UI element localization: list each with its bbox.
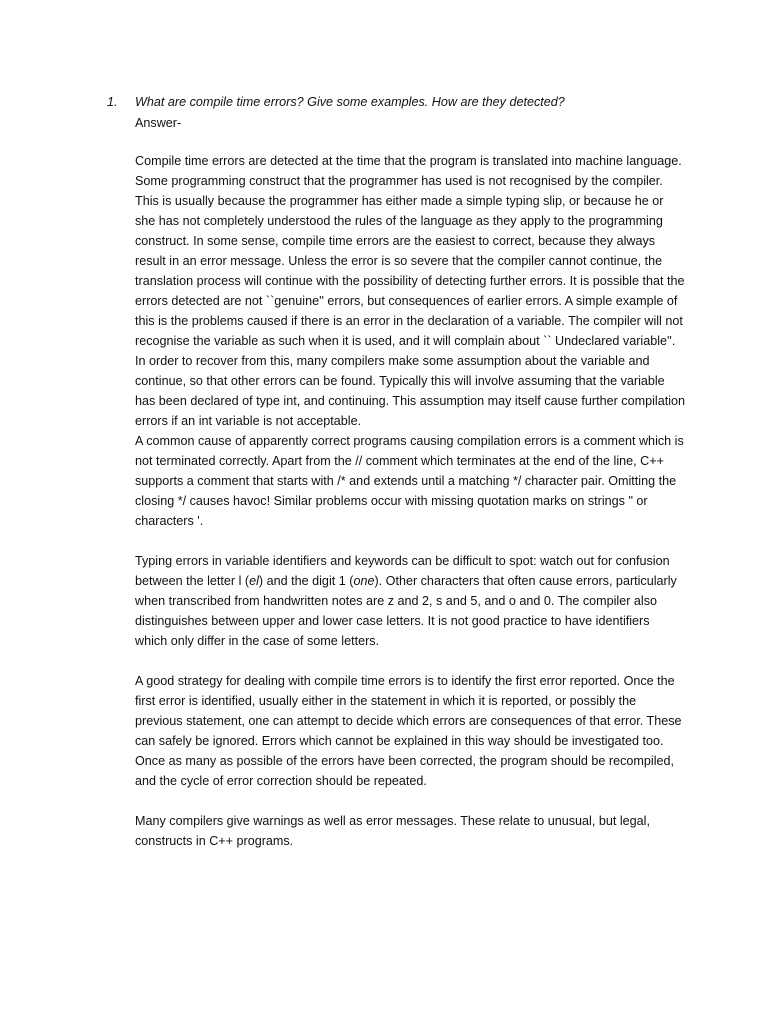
answer-body [135,151,685,851]
typing-errors-em-el: el [249,574,259,588]
question-text: What are compile time errors? Give some examples. How are they detected? [135,95,565,109]
paragraph-warnings: Many compilers give warnings as well as error messages. These relate to unusual, but legal, constructs in C++ programs. [135,814,650,848]
answer-label: Answer- [135,116,182,130]
typing-errors-text-2: ) and the digit 1 ( [258,574,354,588]
question-number: 1. [107,95,118,109]
paragraph-comments: A common cause of apparently correct programs causing compilation errors is a comment which is not terminated correctly. Apart from the // comment which terminates at the end of the line, C++ supports a comment that starts with /* and extends until a matching */ character pair. Omitting the closing */ causes havoc! Similar problems occur with missing quotation marks on strings " or characters '. [135,434,684,528]
question-heading [107,92,667,112]
typing-errors-text-3: ). Other characters that often cause errors, particularly when transcribed from handwritten notes are z and 2, s and 5, and o and 0. The compiler also distinguishes between upper and lower case letters. It is not good practice to have identifiers which only differ in the case of some letters. [135,574,677,648]
typing-errors-text-1: Typing errors in variable identifiers and keywords can be difficult to spot: watch out for confusion between the letter l ( [135,554,670,588]
typing-errors-em-one: one [353,574,375,588]
paragraph-compile-time-errors: Compile time errors are detected at the time that the program is translated into machine language. Some programming construct that the programmer has used is not recognised by the compiler. This is usually because the programmer has either made a simple typing slip, or because he or she has not completely understood the rules of the language as they apply to the programming construct. In some sense, compile time errors are the easiest to correct, because they always result in an error message. Unless the error is so severe that the compiler cannot continue, the translation process will continue with the possibility of detecting further errors. It is possible that the errors detected are not ``genuine'' errors, but consequences of earlier errors. A simple example of this is the problems caused if there is an error in the declaration of a variable. The compiler will not recognise the variable as such when it is used, and it will complain about `` Undeclared variable''. In order to recover from this, many compilers make some assumption about the variable and continue, so that other errors can be found. Typically this will involve assuming that the variable has been declared of type int, and continuing. This assumption may itself cause further compilation errors if an int variable is not acceptable. [135,154,686,428]
paragraph-strategy: A good strategy for dealing with compile time errors is to identify the first error reported. Once the first error is identified, usually either in the statement in which it is reported, or possibly the previous statement, one can attempt to decide which errors are consequences of that error. These can safely be ignored. Errors which cannot be explained in this way should be investigated too. Once as many as possible of the errors have been corrected, the program should be recompiled, and the cycle of error correction should be repeated. [135,674,682,788]
paragraph-typing-errors [135,551,685,651]
